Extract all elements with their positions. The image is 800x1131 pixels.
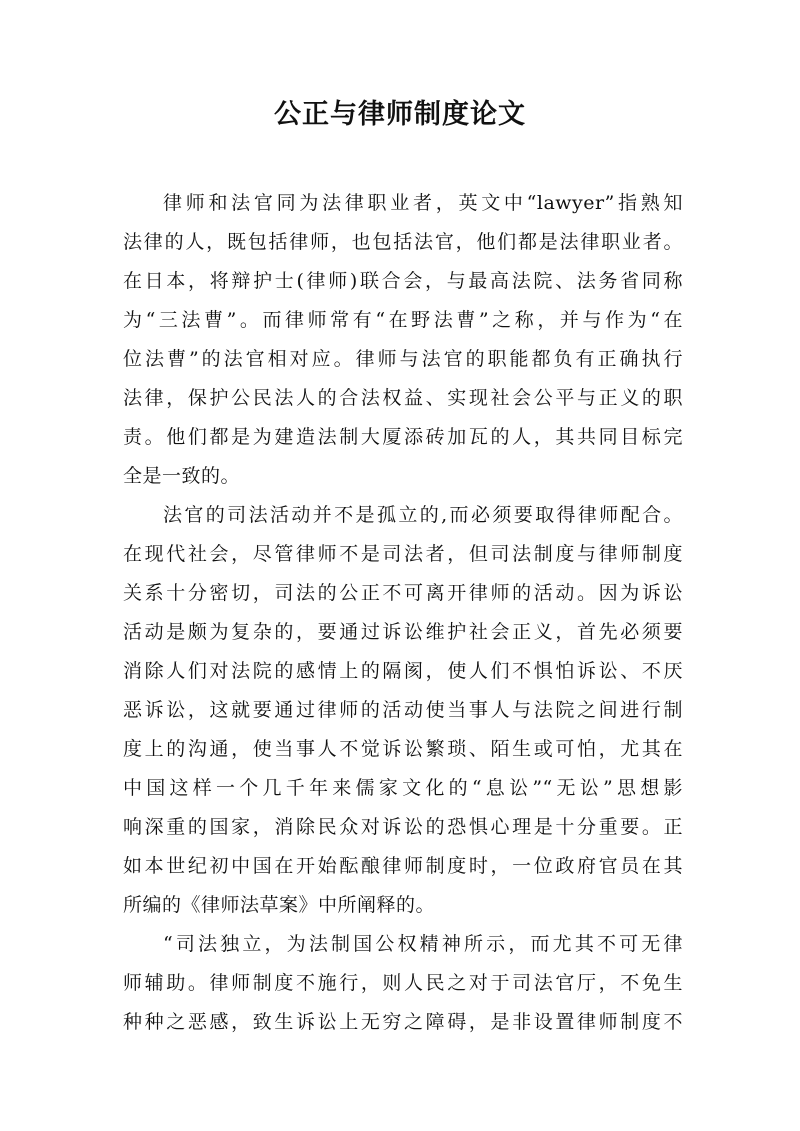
paragraph-line: 消除人们对法院的感情上的隔阂，使人们不惧怕诉讼、不厌 bbox=[123, 660, 683, 682]
paragraph-line: 全是一致的。 bbox=[123, 465, 241, 487]
paragraph-line: 位法曹”的法官相对应。律师与法官的职能都负有正确执行 bbox=[123, 348, 683, 370]
paragraph-line: 中国这样一个几千年来儒家文化的“息讼”“无讼”思想影 bbox=[123, 777, 683, 799]
paragraph-line: 在现代社会，尽管律师不是司法者，但司法制度与律师制度 bbox=[123, 543, 683, 565]
paragraph-line: 为“三法曹”。而律师常有“在野法曹”之称，并与作为“在 bbox=[123, 309, 683, 331]
paragraph-line: 责。他们都是为建造法制大厦添砖加瓦的人，其共同目标完 bbox=[123, 426, 683, 448]
paragraph-line: 师辅助。律师制度不施行，则人民之对于司法官厅，不免生 bbox=[123, 972, 683, 994]
document-title: 公正与律师制度论文 bbox=[274, 99, 526, 130]
paragraph-line: 法官的司法活动并不是孤立的,而必须要取得律师配合。 bbox=[163, 504, 683, 526]
paragraph-line: “司法独立，为法制国公权精神所示，而尤其不可无律 bbox=[163, 933, 683, 955]
paragraph-line: 活动是颇为复杂的，要通过诉讼维护社会正义，首先必须要 bbox=[123, 621, 683, 643]
paragraph-line: 关系十分密切，司法的公正不可离开律师的活动。因为诉讼 bbox=[123, 582, 683, 604]
paragraph-line: 如本世纪初中国在开始酝酿律师制度时，一位政府官员在其 bbox=[123, 855, 683, 877]
paragraph-line: 法律的人，既包括律师，也包括法官，他们都是法律职业者。 bbox=[123, 231, 683, 253]
paragraph-line: 在日本，将辩护士(律师)联合会，与最高法院、法务省同称 bbox=[123, 270, 683, 292]
paragraph-line: 响深重的国家，消除民众对诉讼的恐惧心理是十分重要。正 bbox=[123, 816, 683, 838]
paragraph-line: 律师和法官同为法律职业者，英文中“lawyer”指熟知 bbox=[163, 192, 683, 214]
paragraph-line: 种种之恶感，致生诉讼上无穷之障碍，是非设置律师制度不 bbox=[123, 1011, 683, 1033]
paragraph-line: 法律，保护公民法人的合法权益、实现社会公平与正义的职 bbox=[123, 387, 683, 409]
paragraph-line: 恶诉讼，这就要通过律师的活动使当事人与法院之间进行制 bbox=[123, 699, 683, 721]
paragraph-line: 所编的《律师法草案》中所阐释的。 bbox=[123, 894, 436, 916]
paragraph-line: 度上的沟通，使当事人不觉诉讼繁琐、陌生或可怕，尤其在 bbox=[123, 738, 683, 760]
